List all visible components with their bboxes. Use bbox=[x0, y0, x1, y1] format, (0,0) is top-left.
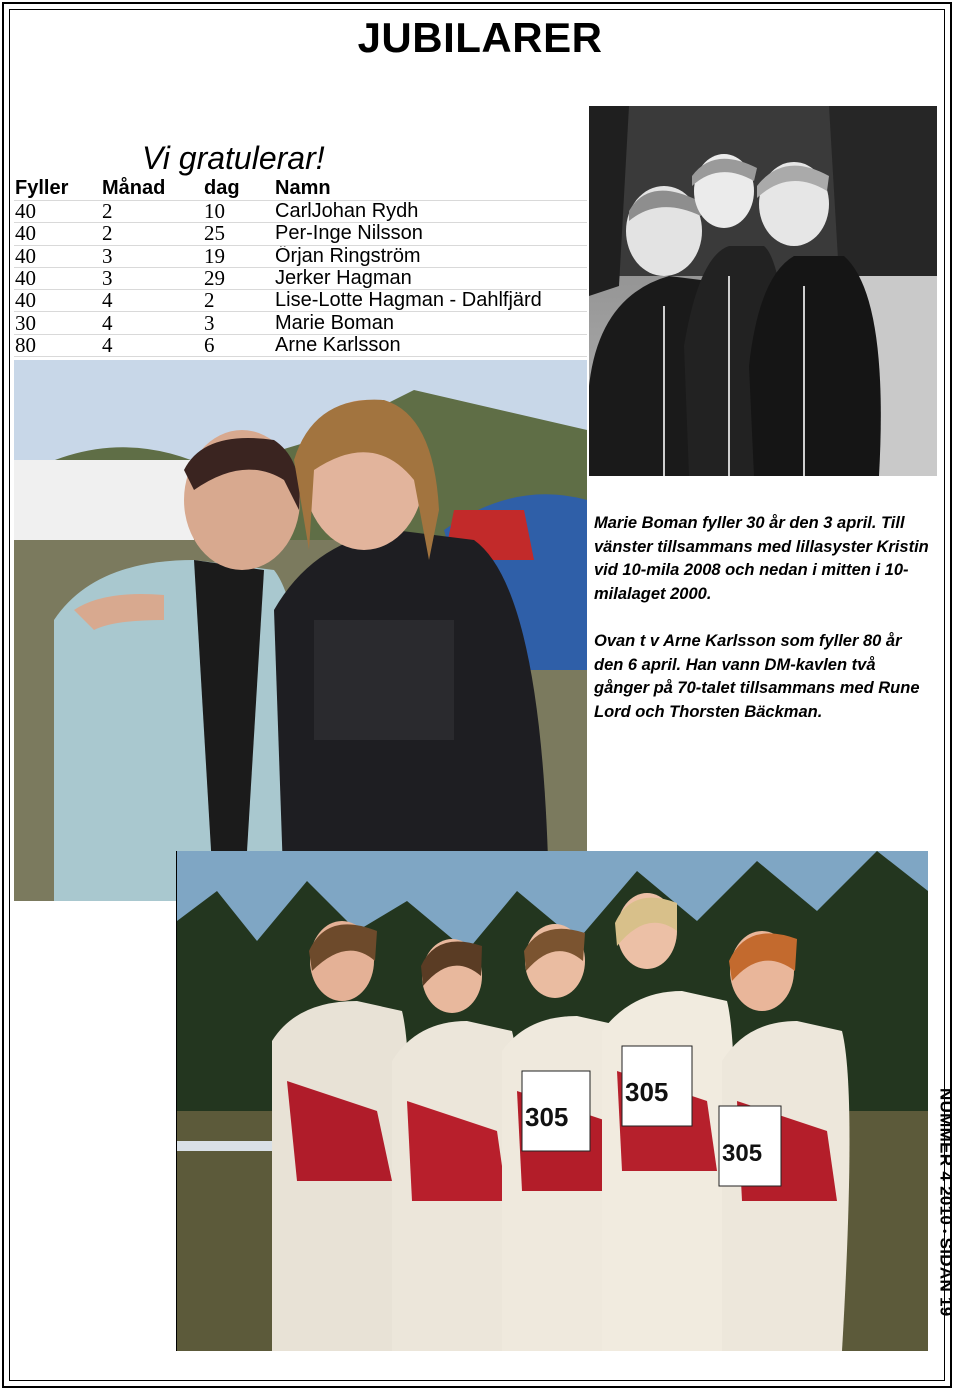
issue-number: NUMMER 4 2010 bbox=[936, 1088, 956, 1226]
table-row bbox=[14, 223, 587, 245]
table-row bbox=[14, 245, 587, 267]
cell-age: 80 bbox=[14, 334, 101, 356]
table-header-row bbox=[14, 176, 587, 201]
cell-day: 10 bbox=[203, 201, 274, 223]
cell-month: 4 bbox=[101, 290, 203, 312]
cell-name: Jerker Hagman bbox=[274, 267, 587, 289]
cell-day: 29 bbox=[203, 267, 274, 289]
column-header-month: Månad bbox=[101, 176, 203, 201]
table-row bbox=[14, 267, 587, 289]
cell-month: 2 bbox=[101, 223, 203, 245]
cell-month: 3 bbox=[101, 267, 203, 289]
cell-age: 40 bbox=[14, 201, 101, 223]
cell-age: 40 bbox=[14, 223, 101, 245]
column-header-age: Fyller bbox=[14, 176, 101, 201]
jubilee-table bbox=[14, 176, 587, 357]
page-footer bbox=[936, 1088, 956, 1336]
cell-name: Arne Karlsson bbox=[274, 334, 587, 356]
photo-marie-and-kristin bbox=[14, 360, 587, 901]
column-header-name: Namn bbox=[274, 176, 587, 201]
table-row bbox=[14, 201, 587, 223]
cell-day: 3 bbox=[203, 312, 274, 334]
caption-marie-boman: Marie Boman fyller 30 år den 3 april. Till vänster tillsammans med lillasyster Kristin vid 10-mila 2008 och nedan i mitten i 10-milalaget 2000. bbox=[594, 514, 929, 603]
team-bib-number: 305 bbox=[722, 1140, 763, 1167]
photo-10-mila-team-2000 bbox=[176, 851, 928, 1351]
page-title: JUBILARER bbox=[357, 14, 603, 61]
bullet-separator: • bbox=[938, 1229, 953, 1234]
cell-day: 6 bbox=[203, 334, 274, 356]
cell-age: 30 bbox=[14, 312, 101, 334]
cell-name: Lise-Lotte Hagman - Dahlfjärd bbox=[274, 290, 587, 312]
cell-month: 3 bbox=[101, 245, 203, 267]
cell-age: 40 bbox=[14, 290, 101, 312]
page-number: SIDAN 19 bbox=[936, 1237, 956, 1317]
cell-month: 4 bbox=[101, 334, 203, 356]
cell-month: 4 bbox=[101, 312, 203, 334]
cell-day: 25 bbox=[203, 223, 274, 245]
table-row bbox=[14, 290, 587, 312]
cell-age: 40 bbox=[14, 245, 101, 267]
team-bib-number: 305 bbox=[625, 1077, 669, 1107]
cell-name: Örjan Ringström bbox=[274, 245, 587, 267]
column-header-day: dag bbox=[203, 176, 274, 201]
cell-name: Per-Inge Nilsson bbox=[274, 223, 587, 245]
cell-name: CarlJohan Rydh bbox=[274, 201, 587, 223]
cell-age: 40 bbox=[14, 267, 101, 289]
cell-day: 19 bbox=[203, 245, 274, 267]
photo-arne-karlsson-team bbox=[589, 106, 937, 476]
cell-name: Marie Boman bbox=[274, 312, 587, 334]
team-bib-number: 305 bbox=[525, 1102, 569, 1132]
caption-arne-karlsson: Ovan t v Arne Karlsson som fyller 80 år den 6 april. Han vann DM-kavlen två gånger på 70-talet tillsammans med Rune Lord och Thorsten Bäckman. bbox=[594, 632, 920, 721]
table-row bbox=[14, 334, 587, 356]
table-row bbox=[14, 312, 587, 334]
cell-day: 2 bbox=[203, 290, 274, 312]
page-subtitle: Vi gratulerar! bbox=[142, 140, 325, 176]
cell-month: 2 bbox=[101, 201, 203, 223]
